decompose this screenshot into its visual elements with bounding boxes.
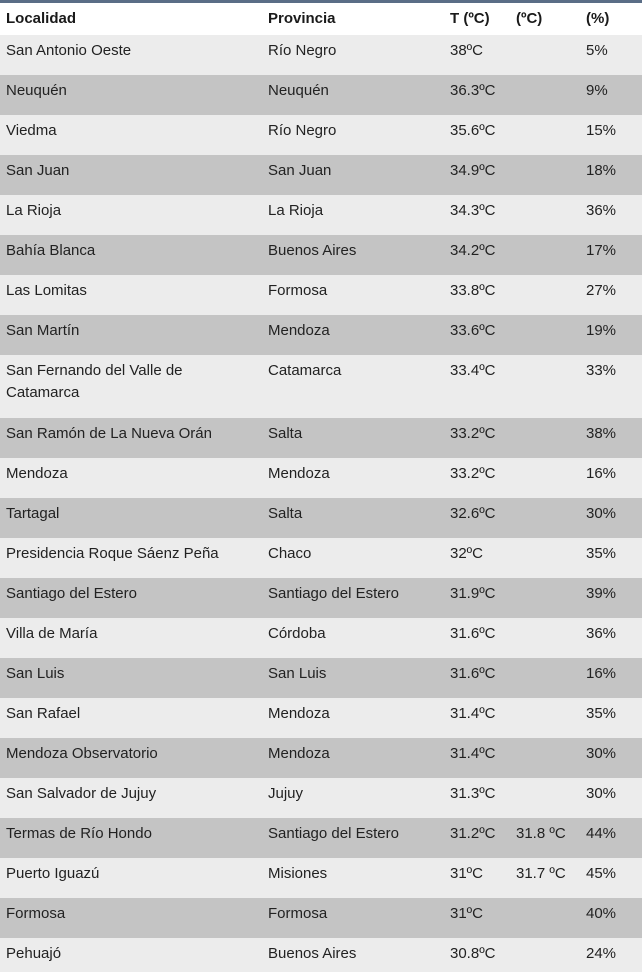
humidity-cell: 33% (586, 362, 617, 379)
provincia-cell: Salta (268, 505, 303, 522)
provincia-cell: Mendoza (268, 705, 330, 722)
localidad-cell: San Martín (6, 322, 80, 339)
humidity-cell: 18% (586, 162, 617, 179)
temperature-cell: 30.8ºC (450, 945, 496, 962)
humidity-cell: 39% (586, 585, 617, 602)
humidity-cell: 30% (586, 505, 617, 522)
provincia-cell: Mendoza (268, 745, 330, 762)
provincia-cell: Misiones (268, 865, 328, 882)
localidad-cell: Neuquén (6, 82, 67, 99)
provincia-cell: Mendoza (268, 322, 330, 339)
provincia-cell: Chaco (268, 545, 312, 562)
temperature-cell: 38ºC (450, 42, 483, 59)
humidity-cell: 30% (586, 785, 617, 802)
provincia-cell: San Juan (268, 162, 332, 179)
temperature-cell: 34.9ºC (450, 162, 496, 179)
table-row (0, 498, 642, 538)
humidity-cell: 17% (586, 242, 617, 259)
temperature-cell: 32.6ºC (450, 505, 496, 522)
table-row (0, 195, 642, 235)
table-row (0, 898, 642, 938)
table-row (0, 818, 642, 858)
humidity-cell: 15% (586, 122, 617, 139)
provincia-cell: La Rioja (268, 202, 324, 219)
table-row (0, 418, 642, 458)
localidad-cell: San Fernando del Valle de Catamarca (6, 362, 183, 401)
table-row (0, 315, 642, 355)
header-humidity: (%) (586, 10, 610, 27)
temperature-cell: 33.2ºC (450, 425, 496, 442)
temperature-cell: 33.2ºC (450, 465, 496, 482)
thermal-sensation-cell: 31.7 ºC (516, 865, 566, 882)
table-row (0, 938, 642, 972)
provincia-cell: Buenos Aires (268, 242, 357, 259)
localidad-cell: San Salvador de Jujuy (6, 785, 157, 802)
humidity-cell: 9% (586, 82, 608, 99)
localidad-cell: Mendoza Observatorio (6, 745, 158, 762)
temperature-cell: 33.8ºC (450, 282, 496, 299)
temperature-cell: 31.4ºC (450, 745, 496, 762)
humidity-cell: 35% (586, 705, 617, 722)
provincia-cell: San Luis (268, 665, 327, 682)
provincia-cell: Neuquén (268, 82, 329, 99)
table-row (0, 778, 642, 818)
temperature-cell: 33.4ºC (450, 362, 496, 379)
provincia-cell: Formosa (268, 282, 328, 299)
temperature-cell: 34.2ºC (450, 242, 496, 259)
humidity-cell: 27% (586, 282, 617, 299)
localidad-cell: Tartagal (6, 505, 60, 522)
localidad-cell: Bahía Blanca (6, 242, 96, 259)
provincia-cell: Santiago del Estero (268, 585, 399, 602)
humidity-cell: 45% (586, 865, 617, 882)
provincia-cell: Salta (268, 425, 303, 442)
table-header (0, 3, 642, 35)
provincia-cell: Buenos Aires (268, 945, 357, 962)
table-row (0, 698, 642, 738)
provincia-cell: Río Negro (268, 122, 337, 139)
thermal-sensation-cell: 31.8 ºC (516, 825, 566, 842)
table-row (0, 355, 642, 418)
header-provincia: Provincia (268, 10, 336, 27)
temperature-cell: 31.3ºC (450, 785, 496, 802)
temperature-cell: 33.6ºC (450, 322, 496, 339)
humidity-cell: 36% (586, 625, 617, 642)
temperature-cell: 31ºC (450, 905, 483, 922)
table-row (0, 275, 642, 315)
table-row (0, 658, 642, 698)
localidad-cell: Puerto Iguazú (6, 865, 100, 882)
table-row (0, 538, 642, 578)
humidity-cell: 36% (586, 202, 617, 219)
temperature-cell: 34.3ºC (450, 202, 496, 219)
localidad-cell: Mendoza (6, 465, 68, 482)
table-row (0, 578, 642, 618)
table-row (0, 235, 642, 275)
table-row (0, 618, 642, 658)
temperature-cell: 35.6ºC (450, 122, 496, 139)
temperature-cell: 31.9ºC (450, 585, 496, 602)
localidad-cell: San Luis (6, 665, 65, 682)
localidad-cell: San Ramón de La Nueva Orán (6, 425, 212, 442)
table-body (0, 35, 642, 972)
humidity-cell: 5% (586, 42, 608, 59)
localidad-cell: San Rafael (6, 705, 81, 722)
temperature-cell: 32ºC (450, 545, 483, 562)
humidity-cell: 35% (586, 545, 617, 562)
localidad-cell: Villa de María (6, 625, 98, 642)
localidad-cell: La Rioja (6, 202, 62, 219)
provincia-cell: Mendoza (268, 465, 330, 482)
provincia-cell: Jujuy (268, 785, 304, 802)
localidad-cell: San Antonio Oeste (6, 42, 132, 59)
header-localidad: Localidad (6, 10, 77, 27)
provincia-cell: Río Negro (268, 42, 337, 59)
humidity-cell: 16% (586, 465, 617, 482)
temperature-cell: 31.6ºC (450, 625, 496, 642)
localidad-cell: Formosa (6, 905, 66, 922)
table-row (0, 115, 642, 155)
temperature-cell: 31.2ºC (450, 825, 496, 842)
provincia-cell: Santiago del Estero (268, 825, 399, 842)
table-row (0, 75, 642, 115)
header-thermal-sensation: (ºC) (516, 10, 543, 27)
table-row (0, 858, 642, 898)
temperature-cell: 31.4ºC (450, 705, 496, 722)
localidad-cell: Viedma (6, 122, 57, 139)
table-row (0, 35, 642, 75)
table-row (0, 738, 642, 778)
localidad-cell: Santiago del Estero (6, 585, 137, 602)
humidity-cell: 19% (586, 322, 617, 339)
localidad-cell: Termas de Río Hondo (6, 825, 152, 842)
localidad-cell: San Juan (6, 162, 70, 179)
temperature-cell: 36.3ºC (450, 82, 496, 99)
provincia-cell: Formosa (268, 905, 328, 922)
temperature-cell: 31ºC (450, 865, 483, 882)
humidity-cell: 30% (586, 745, 617, 762)
humidity-cell: 16% (586, 665, 617, 682)
humidity-cell: 38% (586, 425, 617, 442)
temperature-cell: 31.6ºC (450, 665, 496, 682)
table-row (0, 155, 642, 195)
humidity-cell: 24% (586, 945, 617, 962)
humidity-cell: 40% (586, 905, 617, 922)
localidad-cell: Presidencia Roque Sáenz Peña (6, 545, 219, 562)
provincia-cell: Córdoba (268, 625, 326, 642)
localidad-cell: Las Lomitas (6, 282, 87, 299)
table-row (0, 458, 642, 498)
provincia-cell: Catamarca (268, 362, 342, 379)
header-temperature: T (ºC) (450, 10, 490, 27)
localidad-cell: Pehuajó (6, 945, 62, 962)
humidity-cell: 44% (586, 825, 617, 842)
